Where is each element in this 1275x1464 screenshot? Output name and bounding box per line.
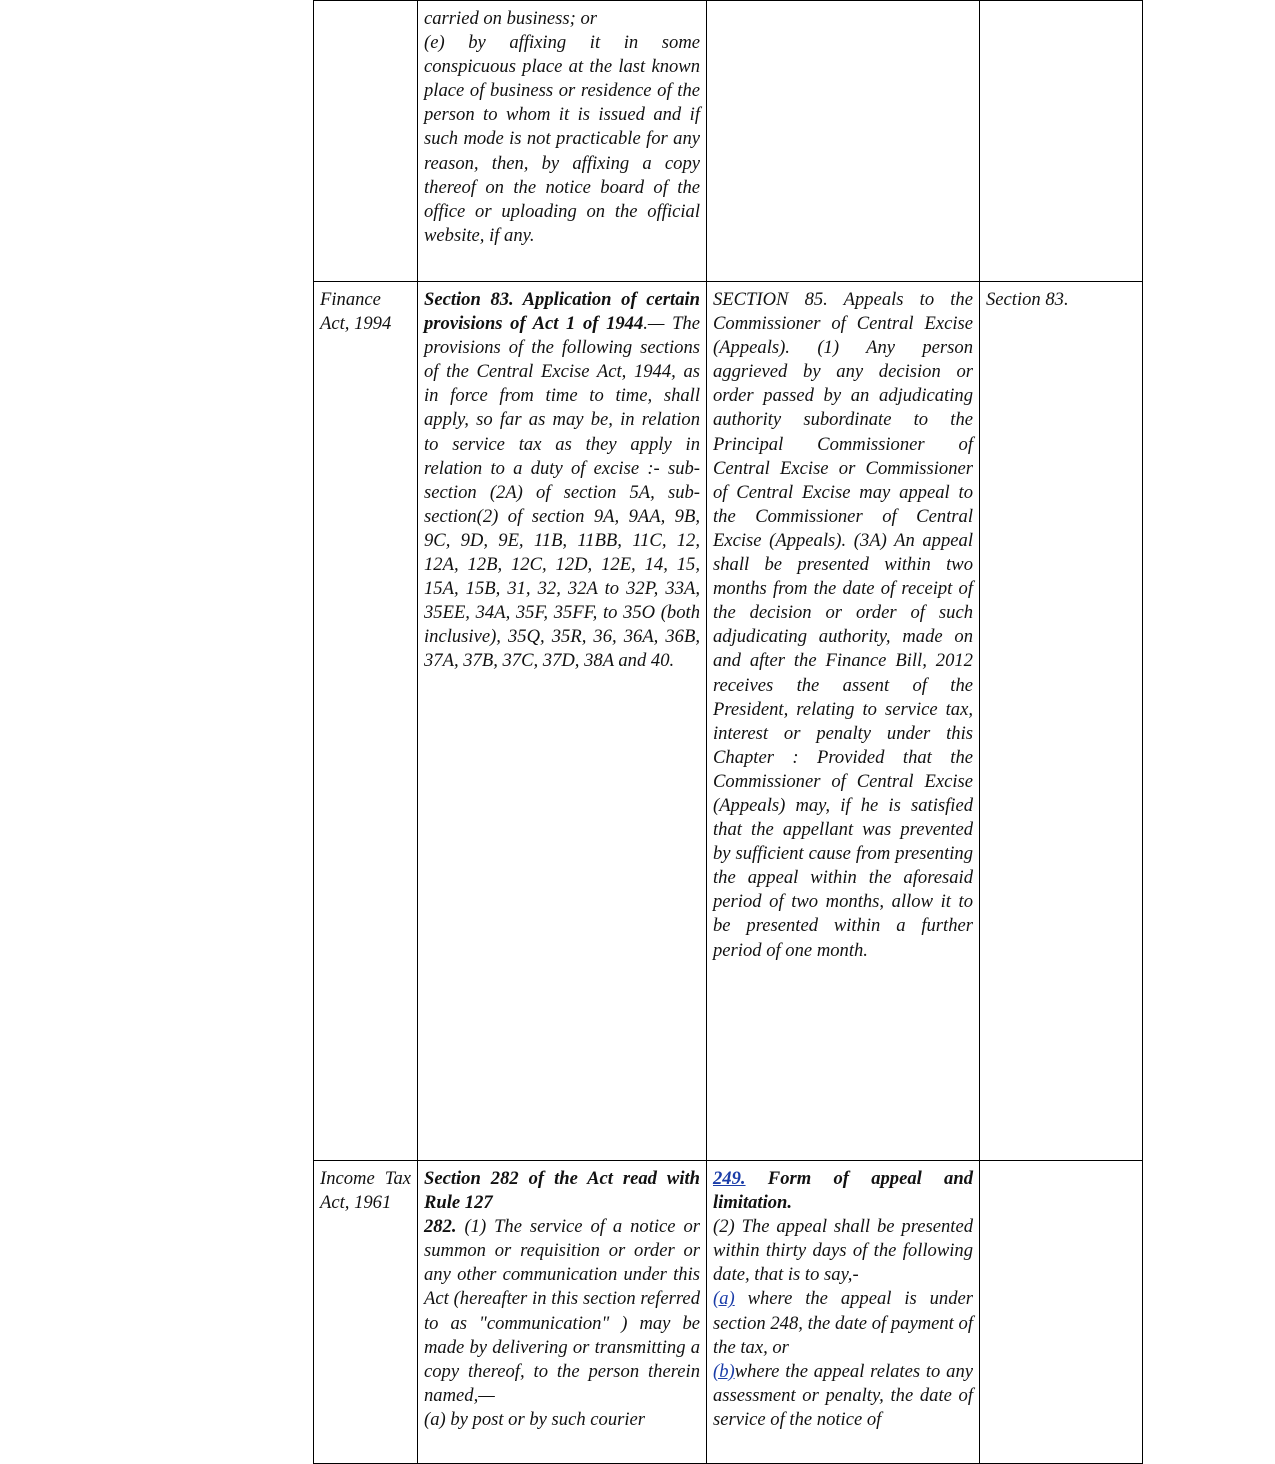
section-heading: Section 83. Application of certain provisions of Act 1 of 1944 xyxy=(424,289,700,335)
rule-249-link[interactable]: 249. xyxy=(713,1168,746,1189)
cell-act-empty xyxy=(314,1,418,282)
appeal-text: such adjudicating authority, made on and after the xyxy=(713,602,973,672)
section-282-text xyxy=(424,1215,700,1408)
appeal-text: prevented by sufficient cause from presenting the xyxy=(713,819,973,889)
clause-a-link[interactable]: (a) xyxy=(713,1288,735,1310)
appeal-text: appeal within the aforesaid period of two months, xyxy=(713,867,973,913)
rule-title: Form of appeal and limitation. xyxy=(713,1168,973,1214)
appeal-text: Commissioner of Central Excise (Appeals). xyxy=(713,505,973,551)
table-row-income-tax-act xyxy=(314,1161,1143,1464)
remark-text: Section 83. xyxy=(986,289,1069,310)
appeal-text: Excise (Appeals). xyxy=(713,313,973,359)
appeal-text: (Appeals) may, if he is satisfied that the appellant was xyxy=(713,794,973,841)
cell-provision xyxy=(418,282,707,1161)
provision-clause-e: (e) by affixing it in some conspicuous place at the last known place of business or residence of the person to whom it is issued and if such mode is not practicable for any reason, then, by affixing a copy thereof on the notice board of the office or uploading on the official website, if any. xyxy=(424,32,700,246)
clause-a-text: where the appeal is under section 248, the date of payment of the tax, or xyxy=(713,1288,973,1358)
appeal-text: (1) Any person aggrieved by any decision or order xyxy=(713,337,973,407)
cell-appeal-provision xyxy=(707,282,980,1161)
appeal-text: the Principal Commissioner of Central Excise or xyxy=(713,409,973,479)
appeal-text: Provided that the Commissioner of Central xyxy=(713,746,973,792)
appeal-text: passed by an adjudicating authority subordinate to xyxy=(713,385,973,431)
appeal-text: relating to service tax, interest or penalty under this xyxy=(713,698,973,744)
act-name: Income Tax Act, 1961 xyxy=(320,1168,411,1214)
rule-subsection-2: (2) The appeal shall be presented within thirty days of the following date, that is to say,- xyxy=(713,1216,973,1286)
cell-appeal-empty xyxy=(707,1,980,282)
appeal-text: month. xyxy=(816,939,868,961)
cell-remark-empty xyxy=(980,1,1143,282)
table-row-continuation xyxy=(314,1,1143,282)
section-number: 282. xyxy=(424,1216,457,1238)
provision-line: carried on business; or xyxy=(424,8,598,29)
cell-remark xyxy=(980,282,1143,1161)
act-name: Finance Act, 1994 xyxy=(320,289,392,335)
cell-appeal-provision xyxy=(707,1161,980,1464)
cell-remark xyxy=(980,1161,1143,1464)
cell-provision-continuation xyxy=(418,1,707,282)
clause-b-link[interactable]: (b) xyxy=(713,1360,735,1382)
appeal-text: Commissioner of Central Excise may appeal to the xyxy=(713,457,973,527)
table-row-finance-act xyxy=(314,282,1143,1161)
comparison-table xyxy=(313,0,1143,1464)
appeal-text: from the date of receipt of the decision or order of xyxy=(713,578,974,624)
cell-act-name xyxy=(314,282,418,1161)
section-heading: Section 282 of the Act read with Rule 127 xyxy=(424,1168,700,1214)
appeal-text: SECTION 85. Appeals to the Commissioner of Central xyxy=(713,289,973,335)
appeal-text: Finance Bill, 2012 receives the assent of the President, xyxy=(713,650,973,720)
appeal-text: (3A) An appeal shall be presented within two months xyxy=(713,529,973,600)
appeal-text: Chapter : xyxy=(713,746,799,768)
section-body: .— The provisions of the following sections of the Central Excise Act, 1944, as in force from time to time, shall apply, so far as may be, in relation to service tax as they apply in relation to a duty of excise :- sub-section (2A) of section 5A, sub-section(2) of section 9A, 9AA, 9B, 9C, 9D, 9E, 11B, 11BB, 11C, 12, 12A, 12B, 12C, 12D, 12E, 14, 15, 15A, 15B, 31, 32, 32A to 32P, 33A, 35EE, 34A, 35F, 35FF, to 35O (both inclusive), 35Q, 35R, 36, 36A, 36B, 37A, 37B, 37C, 37D, 38A and 40. xyxy=(424,313,700,672)
appeal-text: allow it to be presented within a further period of one xyxy=(713,891,974,961)
section-clause-a: (a) by post or by such courier xyxy=(424,1408,646,1430)
clause-b-text: where the appeal relates to any assessment or penalty, the date of service of the notice of xyxy=(713,1360,973,1430)
cell-act-name xyxy=(314,1161,418,1464)
appeal-text: Excise xyxy=(924,770,973,792)
section-body: (1) The service of a notice or summon or requisition or order or any other communication under this Act (hereafter in this section referred to as "communication" ) may be made by delivering or transmitting a copy thereof, to the person therein named,— xyxy=(424,1216,700,1406)
cell-provision xyxy=(418,1161,707,1464)
